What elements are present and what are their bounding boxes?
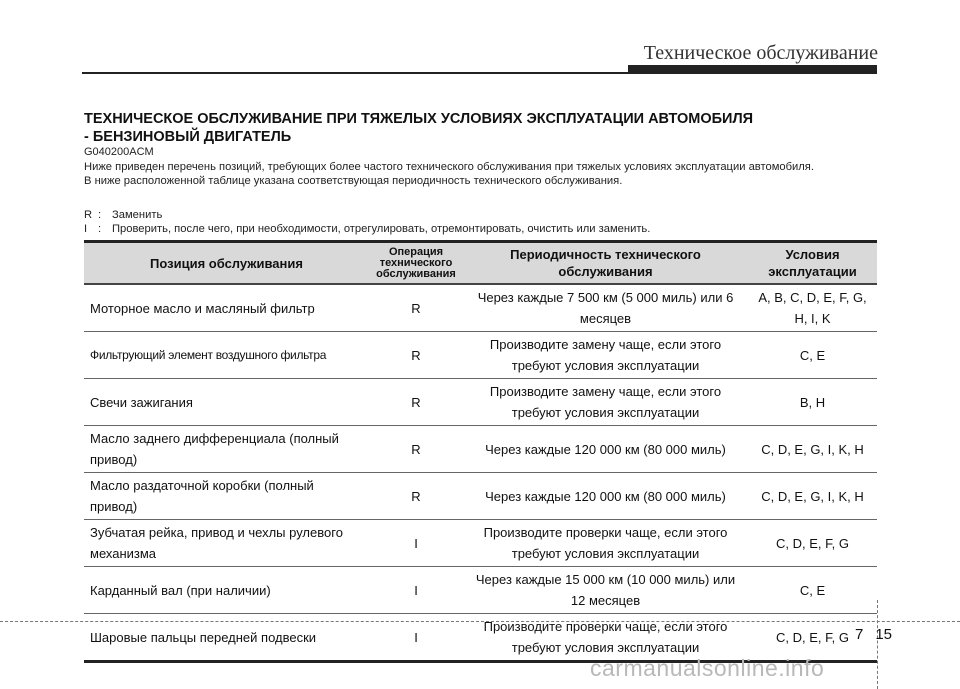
cell-operation: I [369,567,463,614]
table-row [84,426,877,473]
legend-key: I [84,223,88,235]
legend-key: R [84,209,93,221]
cell-operation: R [369,332,463,379]
cell-position: Моторное масло и масляный фильтр [84,284,369,332]
intro-paragraph-2: В ниже расположенной таблице указана соответствующая периодичность технического обслуживания. [84,175,623,187]
legend [84,208,650,236]
cell-conditions: A, B, C, D, E, F, G, H, I, K [748,284,877,332]
legend-item [84,222,650,236]
cell-operation: I [369,520,463,567]
cell-interval: Через каждые 7 500 км (5 000 миль) или 6 месяцев [463,284,748,332]
cell-conditions: C, E [748,567,877,614]
cell-position: Фильтрующий элемент воздушного фильтра [84,332,369,379]
cell-conditions: C, D, E, G, I, K, H [748,473,877,520]
table-row [84,567,877,614]
section-code: G040200ACM [84,146,154,158]
cell-interval: Через каждые 15 000 км (10 000 миль) или 12 месяцев [463,567,748,614]
page-number [855,626,892,643]
cell-interval: Через каждые 120 000 км (80 000 миль) [463,426,748,473]
cell-position: Зубчатая рейка, привод и чехлы рулевого механизма [84,520,369,567]
cell-interval: Производите проверки чаще, если этого требуют условия эксплуатации [463,520,748,567]
cell-interval: Производите замену чаще, если этого требуют условия эксплуатации [463,332,748,379]
cell-interval: Производите проверки чаще, если этого требуют условия эксплуатации [483,619,728,655]
cell-position: Свечи зажигания [84,379,369,426]
table-row [84,284,877,332]
footer-divider [877,600,878,689]
header-operation: Операция технического обслуживания [369,242,463,285]
header-bar [628,65,877,73]
cell-position: Масло раздаточной коробки (полный привод) [84,473,369,520]
cell-conditions: C, D, E, F, G [776,629,849,645]
legend-text: Проверить, после чего, при необходимости, отрегулировать, отремонтировать, очистить или заменить. [112,223,651,235]
legend-separator: : [98,209,102,221]
header-position: Позиция обслуживания [84,242,369,285]
header-interval: Периодичность технического обслуживания [463,242,748,285]
table-row [84,520,877,567]
section-title-line-2: - БЕНЗИНОВЫЙ ДВИГАТЕЛЬ [84,129,292,145]
footer-rule [0,621,960,622]
cell-conditions: C, D, E, F, G [748,520,877,567]
legend-text: Заменить [112,209,163,221]
table-row [84,473,877,520]
cell-interval: Производите замену чаще, если этого требуют условия эксплуатации [463,379,748,426]
maintenance-table [84,240,877,663]
cell-operation: R [369,284,463,332]
watermark: carmanualsonline.info [590,655,825,681]
section-title [84,110,884,146]
legend-item [84,208,650,222]
cell-conditions: B, H [748,379,877,426]
cell-operation: I [414,629,418,645]
cell-position: Масло заднего дифференциала (полный привод) [84,426,369,473]
cell-operation: R [369,426,463,473]
intro-paragraph-1: Ниже приведен перечень позиций, требующих более частого технического обслуживания при тяжелых условиях эксплуатации автомобиля. [84,161,814,173]
table-row [84,379,877,426]
running-header-title: Техническое обслуживание [643,42,878,64]
cell-conditions: C, D, E, G, I, K, H [748,426,877,473]
cell-operation: R [369,473,463,520]
section-number: 7 [855,626,864,643]
header-conditions: Условия эксплуатации [748,242,877,285]
cell-position: Шаровые пальцы передней подвески [90,629,317,645]
cell-operation: R [369,379,463,426]
legend-separator: : [98,223,102,235]
page-number-value: 15 [875,626,893,643]
cell-interval: Через каждые 120 000 км (80 000 миль) [463,473,748,520]
cell-conditions: C, E [748,332,877,379]
intro-text [84,160,878,188]
cell-position: Карданный вал (при наличии) [84,567,369,614]
table-row [84,332,877,379]
section-title-line-1: ТЕХНИЧЕСКОЕ ОБСЛУЖИВАНИЕ ПРИ ТЯЖЕЛЫХ УСЛОВИЯХ ЭКСПЛУАТАЦИИ АВТОМОБИЛЯ [84,111,754,127]
table-header-row [84,242,877,285]
